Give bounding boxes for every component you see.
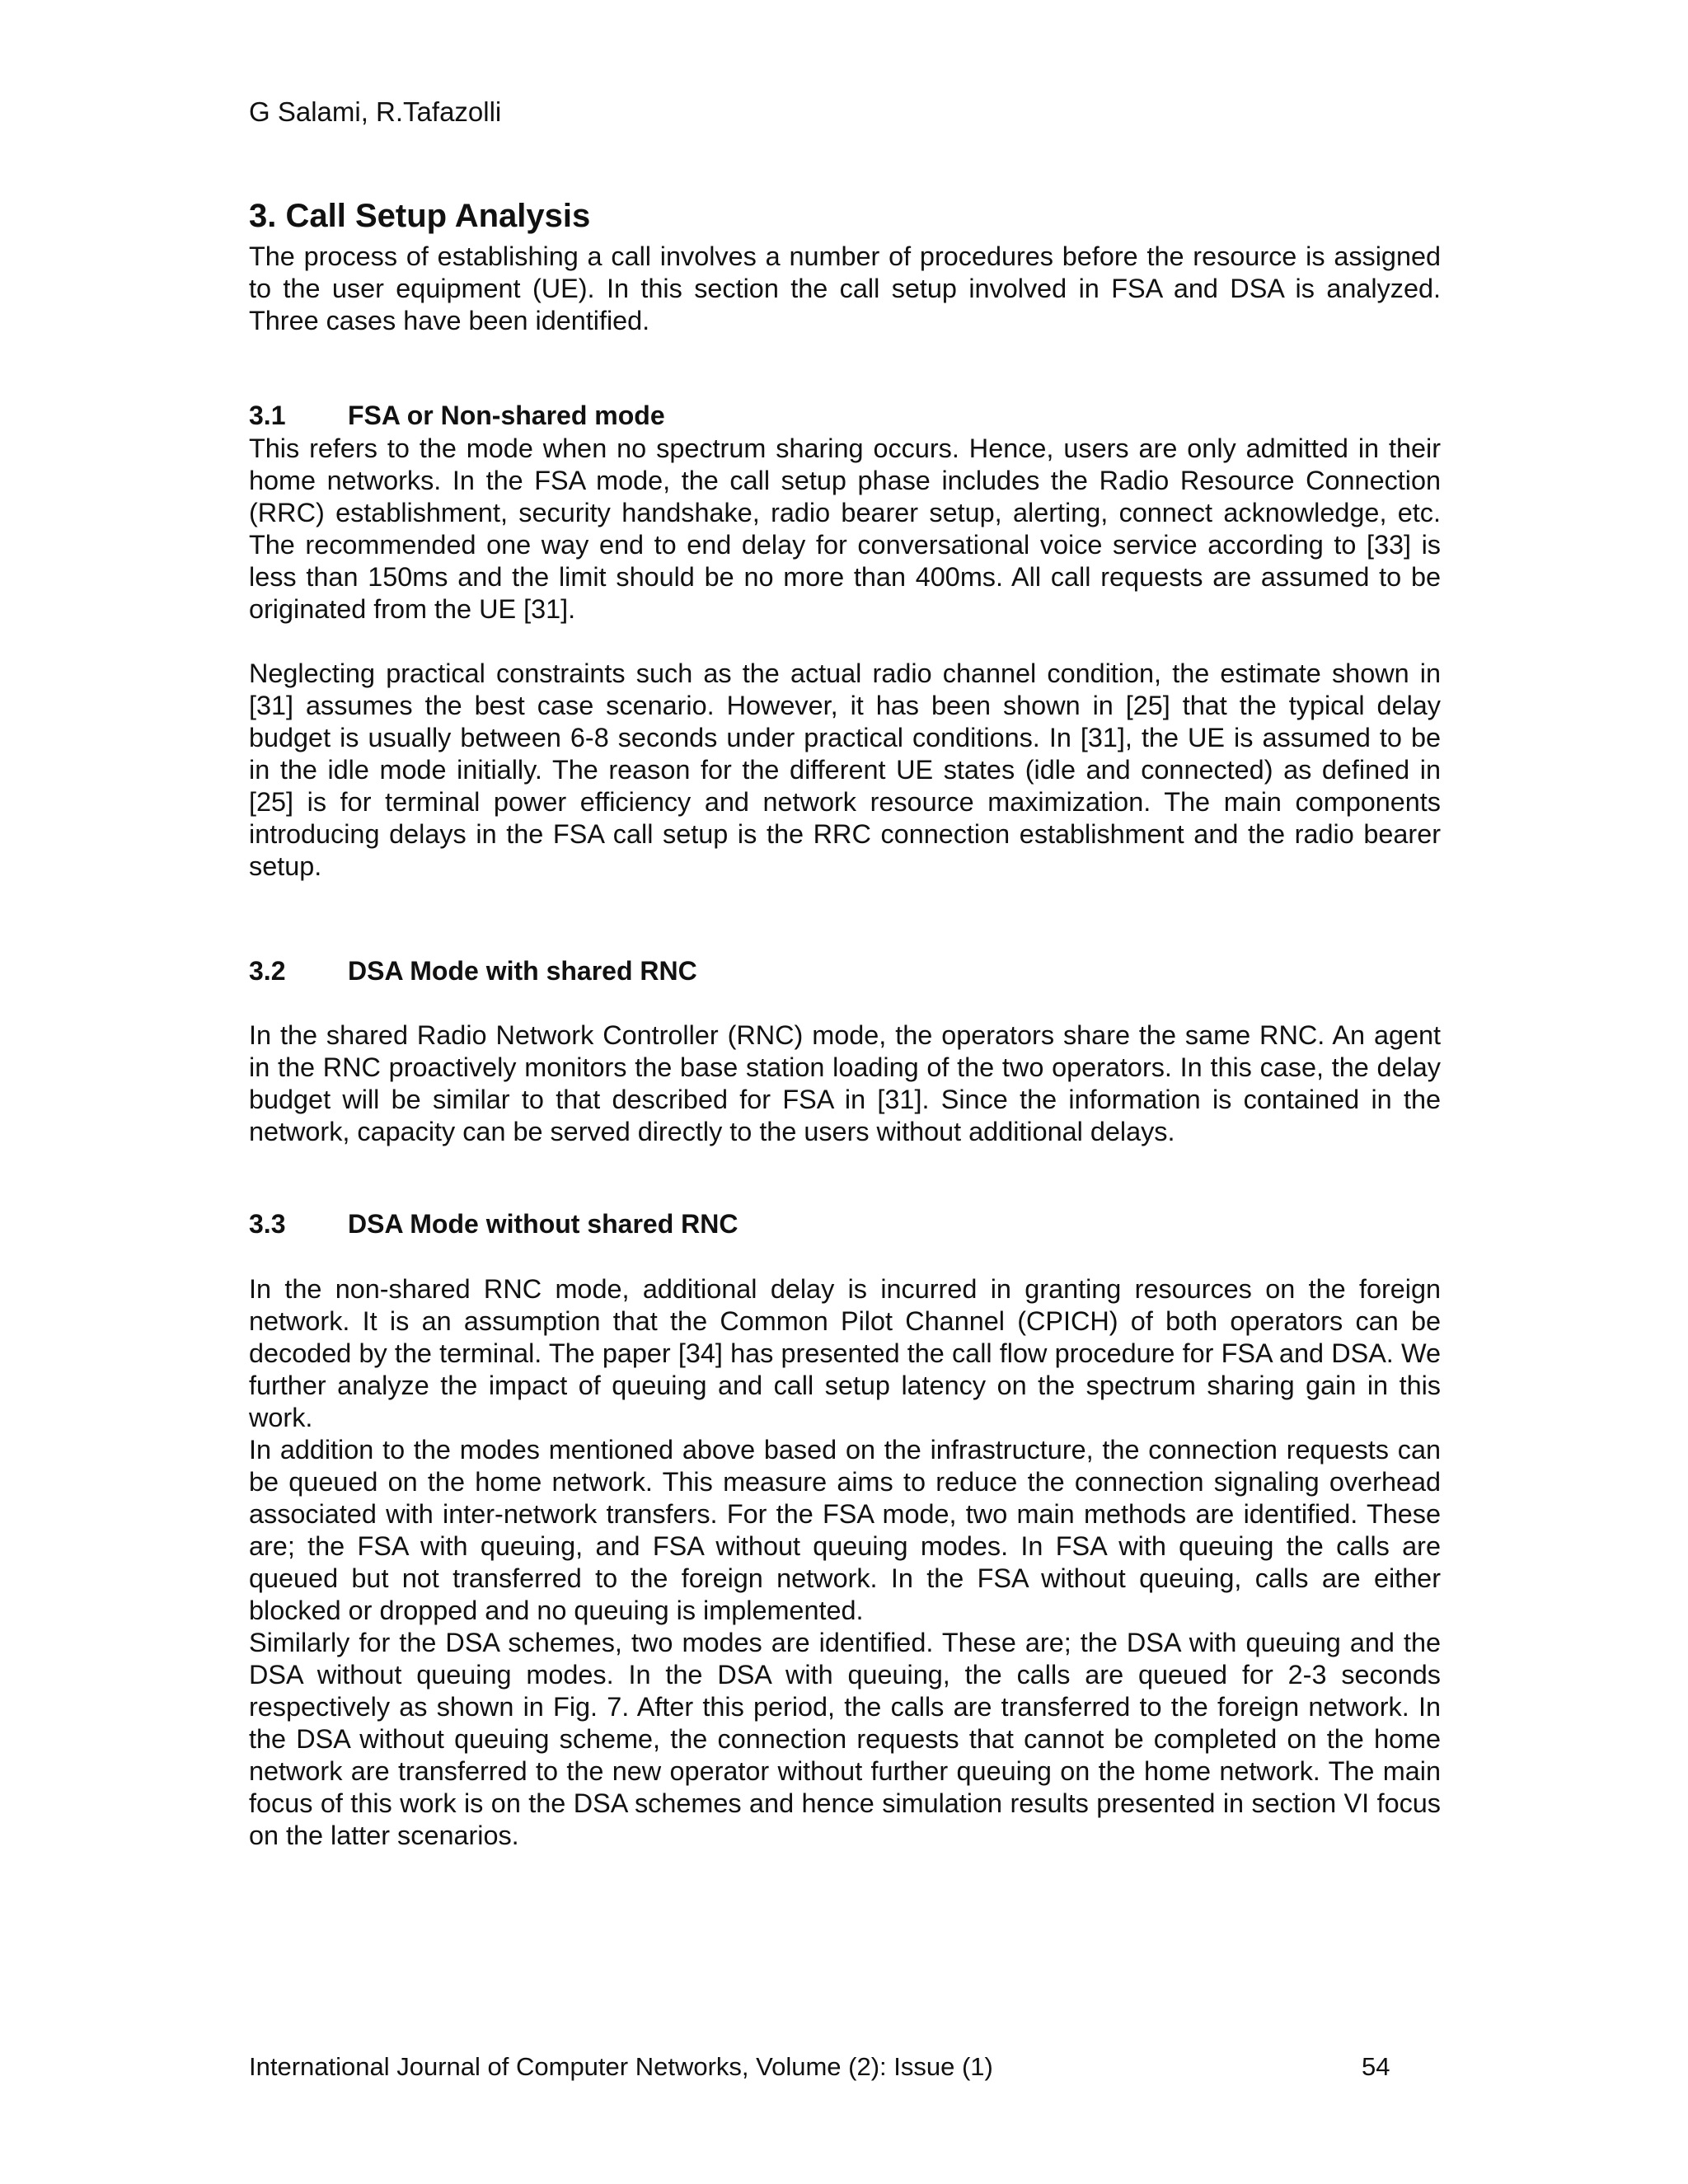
section-3-2-heading [249,956,697,987]
section-3-3-title: DSA Mode without shared RNC [348,1209,738,1239]
section-3-heading: 3. Call Setup Analysis [249,198,591,234]
section-3-1-body [249,433,1441,883]
section-3-1-paragraph-1: This refers to the mode when no spectrum sharing occurs. Hence, users are only admitted in their home networks. In the FSA mode, the call setup phase includes the Radio Resource Connection (RRC) establishment, security handshake, radio bearer setup, alerting, connect acknowledge, etc. The recommended one way end to end delay for conversational voice service according to [33] is less than 150ms and the limit should be no more than 400ms. All call requests are assumed to be originated from the UE [31]. [249,434,1441,624]
section-3-1-title: FSA or Non-shared mode [348,401,665,430]
section-3-1-number: 3.1 [249,401,286,430]
section-3-3-body [249,1273,1441,1852]
section-3-3-paragraph-2: In addition to the modes mentioned above based on the infrastructure, the connection requests can be queued on the home network. This measure aims to reduce the connection signaling overhead associated with inter-network transfers. For the FSA mode, two main methods are identified. These are; the FSA with queuing, and FSA without queuing modes. In FSA with queuing the calls are queued but not transferred to the foreign network. In the FSA without queuing, calls are either blocked or dropped and no queuing is implemented. [249,1435,1441,1625]
section-3-3-number: 3.3 [249,1209,286,1239]
section-3-2-title: DSA Mode with shared RNC [348,956,697,986]
section-3-3-paragraph-1: In the non-shared RNC mode, additional delay is incurred in granting resources on the foreign network. It is an assumption that the Common Pilot Channel (CPICH) of both operators can be decoded by the terminal. The paper [34] has presented the call flow procedure for FSA and DSA. We further analyze the impact of queuing and call setup latency on the spectrum sharing gain in this work. [249,1274,1441,1432]
section-3-1-heading [249,401,665,431]
running-header-authors: G Salami, R.Tafazolli [249,96,502,127]
section-3-intro-paragraph: The process of establishing a call involves a number of procedures before the resource is assigned to the user equipment (UE). In this section the call setup involved in FSA and DSA is analyzed. Three cases have been identified. [249,241,1441,335]
section-3-3-paragraph-3: Similarly for the DSA schemes, two modes are identified. These are; the DSA with queuing and the DSA without queuing modes. In the DSA with queuing, the calls are queued for 2-3 seconds respectively as shown in Fig. 7. After this period, the calls are transferred to the foreign network. In the DSA without queuing scheme, the connection requests that cannot be completed on the home network are transferred to the new operator without further queuing on the home network. The main focus of this work is on the DSA schemes and hence simulation results presented in section VI focus on the latter scenarios. [249,1628,1441,1850]
section-3-1-paragraph-2: Neglecting practical constraints such as the actual radio channel condition, the estimate shown in [31] assumes the best case scenario. However, it has been shown in [25] that the typical delay budget is usually between 6-8 seconds under practical conditions. In [31], the UE is assumed to be in the idle mode initially. The reason for the different UE states (idle and connected) as defined in [25] is for terminal power efficiency and network resource maximization. The main components introducing delays in the FSA call setup is the RRC connection establishment and the radio bearer setup. [249,658,1441,881]
footer-journal-citation: International Journal of Computer Networks, Volume (2): Issue (1) [249,2052,993,2081]
section-3-2-number: 3.2 [249,956,286,986]
section-3-2-paragraph: In the shared Radio Network Controller (RNC) mode, the operators share the same RNC. An agent in the RNC proactively monitors the base station loading of the two operators. In this case, the delay budget will be similar to that described for FSA in [31]. Since the information is contained in the network, capacity can be served directly to the users without additional delays. [249,1020,1441,1146]
footer-page-number: 54 [1362,2052,1390,2081]
section-3-3-heading [249,1209,738,1240]
